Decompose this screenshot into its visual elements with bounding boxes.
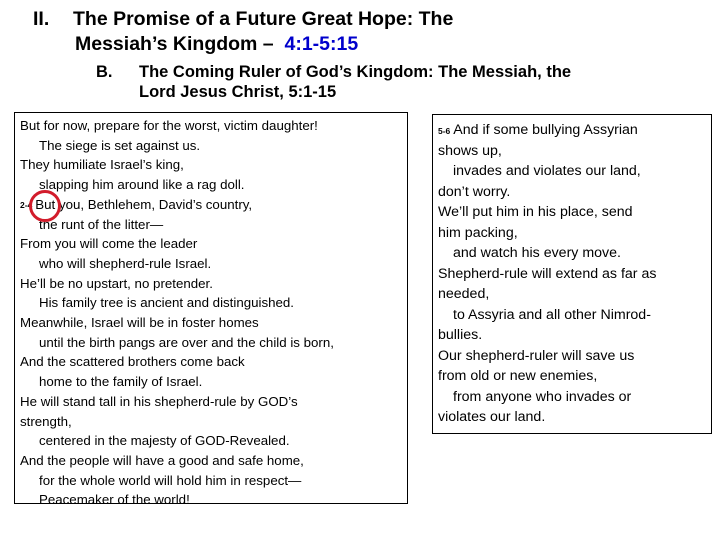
passage-line: him packing, — [438, 224, 518, 241]
passage-line: But for now, prepare for the worst, victim daughter! — [20, 118, 318, 133]
verse-number: 5-6 — [438, 126, 451, 136]
section-numeral: II. — [33, 8, 50, 30]
passage-line: shows up, — [438, 142, 502, 159]
heading-reference: 4:1-5:15 — [284, 33, 359, 55]
passage-line: from old or new enemies, — [438, 368, 598, 384]
heading-title-line1: The Promise of a Future Great Hope: The — [73, 8, 454, 30]
passage-line: Peacemaker of the world! — [39, 492, 190, 508]
slide-subheading — [96, 62, 571, 102]
passage-line: We’ll put him in his place, send — [438, 204, 633, 220]
passage-line: He will stand tall in his shepherd-rule by GOD’s — [20, 393, 298, 409]
passage-line-verse-start — [20, 195, 403, 215]
passage-line: His family tree is ancient and distinguished. — [39, 295, 294, 311]
passage-line: don’t worry. — [438, 183, 511, 200]
subheading-line2: Lord Jesus Christ, 5:1-15 — [139, 83, 337, 101]
passage-line: From you will come the leader — [20, 236, 198, 252]
passage-line: strength, — [20, 413, 72, 429]
subheading-line1: The Coming Ruler of God’s Kingdom: The Messiah, the — [139, 63, 572, 81]
passage-line: violates our land. — [438, 409, 546, 425]
passage-line: And the scattered brothers come back — [20, 354, 245, 370]
left-passage-box — [14, 112, 408, 508]
passage-line: And the people will have a good and safe home, — [20, 452, 304, 468]
passage-line: needed, — [438, 286, 490, 302]
passage-line: invades and violates our land, — [453, 163, 641, 179]
passage-line: bullies. — [438, 327, 483, 343]
passage-line: Meanwhile, Israel will be in foster homes — [20, 315, 259, 331]
passage-line: centered in the majesty of GOD-Revealed. — [39, 433, 290, 449]
passage-line-text: But you, Bethlehem, David’s country, — [35, 196, 253, 212]
passage-line: slapping him around like a rag doll. — [39, 177, 245, 193]
passage-line: The siege is set against us. — [39, 137, 201, 153]
passage-line-verse-start — [438, 120, 707, 141]
verse-number: 2-4 — [20, 199, 33, 210]
passage-line: until the birth pangs are over and the child is born, — [39, 334, 334, 350]
passage-line: He’ll be no upstart, no pretender. — [20, 275, 213, 291]
slide-heading — [33, 7, 453, 57]
passage-line: from anyone who invades or — [453, 388, 632, 405]
passage-line: They humiliate Israel’s king, — [20, 157, 184, 173]
passage-line: home to the family of Israel. — [39, 374, 203, 390]
subsection-letter: B. — [96, 63, 113, 81]
passage-line: and watch his every move. — [453, 245, 621, 261]
passage-line: Our shepherd-ruler will save us — [438, 347, 635, 364]
heading-title-line2: Messiah’s Kingdom – — [75, 33, 274, 55]
passage-line: for the whole world will hold him in respect— — [39, 472, 302, 488]
passage-line: Shepherd-rule will extend as far as — [438, 265, 657, 282]
passage-line: to Assyria and all other Nimrod- — [453, 306, 651, 323]
passage-line-text: And if some bullying Assyrian — [453, 122, 638, 138]
right-passage-box — [432, 114, 712, 434]
passage-line: who will shepherd-rule Israel. — [39, 255, 212, 271]
passage-line: the runt of the litter— — [39, 216, 164, 232]
